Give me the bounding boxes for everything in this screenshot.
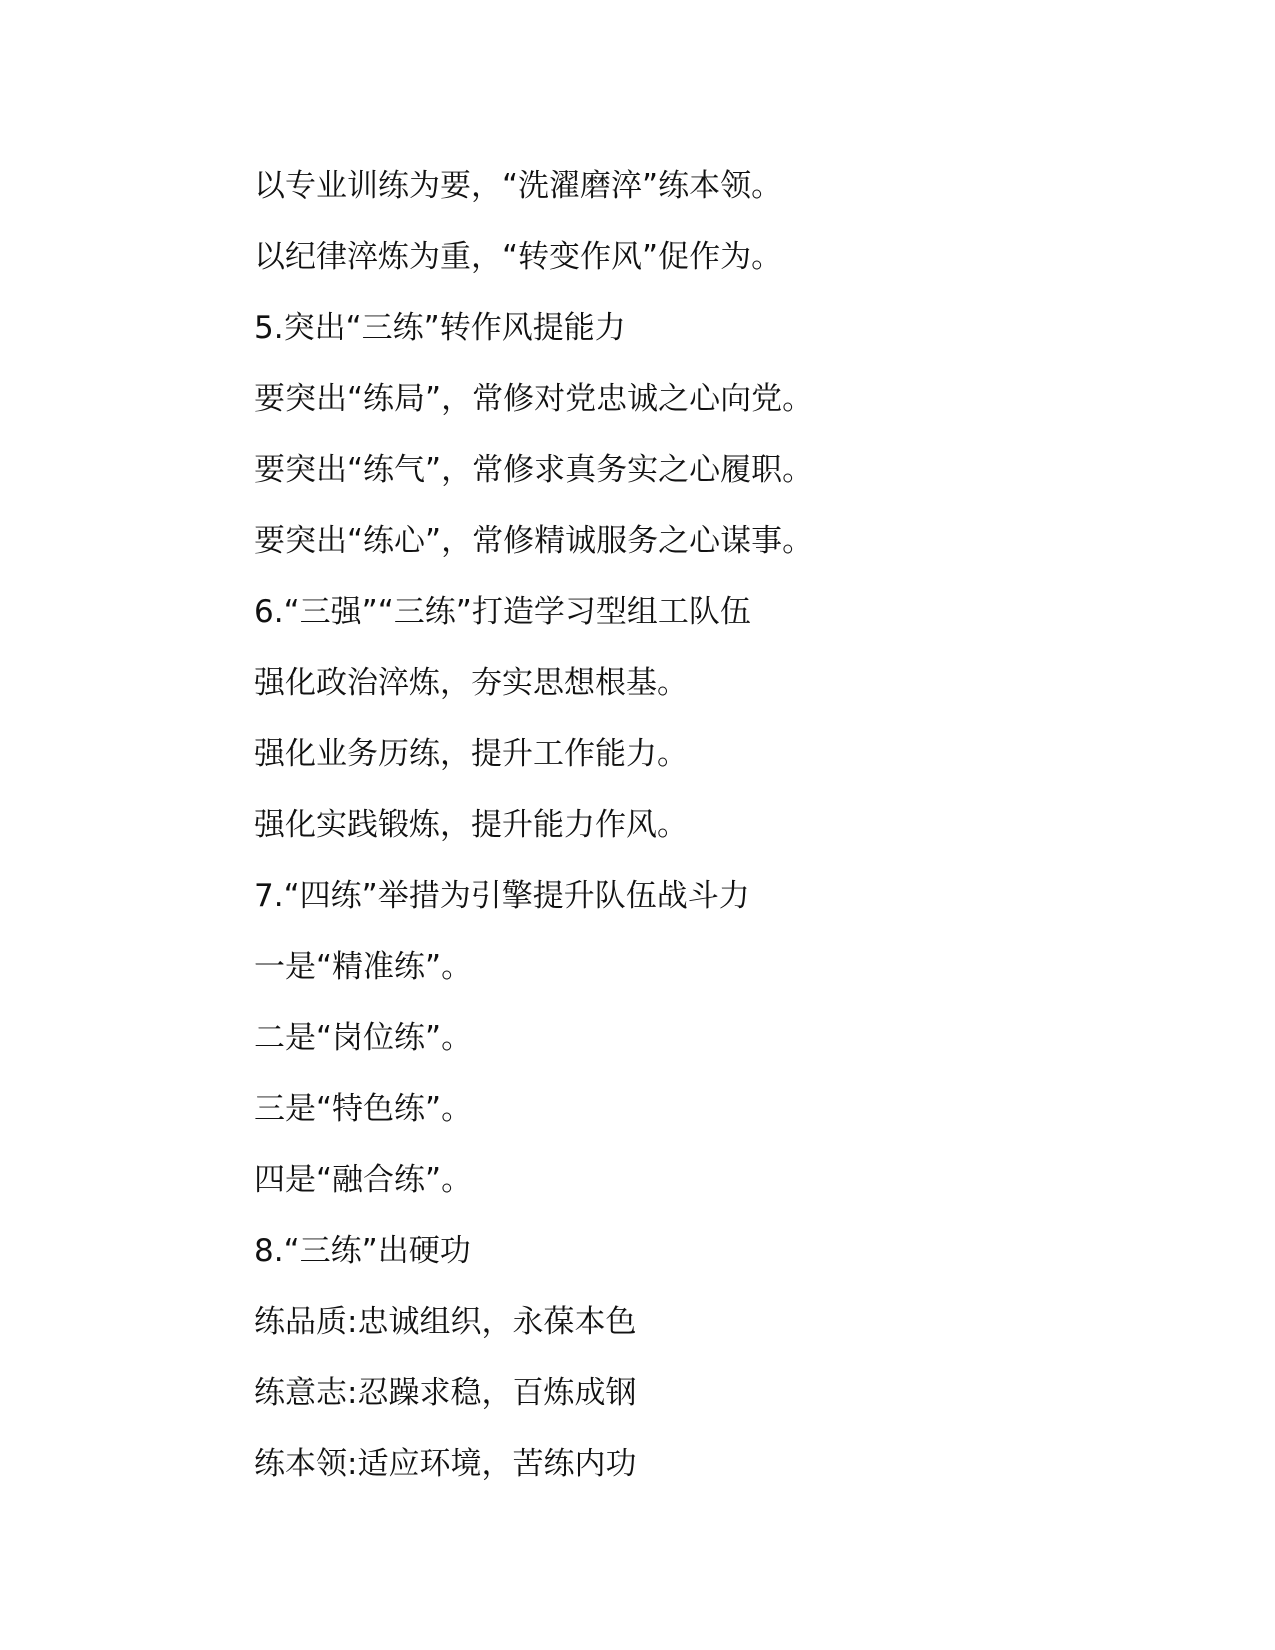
paragraph: 四是“融合练”。: [254, 1162, 473, 1198]
paragraph: 以专业训练为要，“洗濯磨淬”练本领。: [254, 168, 783, 204]
paragraph: 练意志:忍躁求稳，百炼成钢: [254, 1375, 637, 1411]
paragraph: 要突出“练气”，常修求真务实之心履职。: [254, 452, 814, 488]
paragraph: 二是“岗位练”。: [254, 1020, 473, 1056]
paragraph: 以纪律淬炼为重，“转变作风”促作为。: [254, 239, 783, 275]
paragraph: 要突出“练局”，常修对党忠诚之心向党。: [254, 381, 814, 417]
paragraph: 强化政治淬炼，夯实思想根基。: [254, 665, 688, 701]
paragraph: 一是“精准练”。: [254, 949, 473, 985]
paragraph: 练品质:忠诚组织，永葆本色: [254, 1304, 637, 1340]
paragraph: 强化业务历练，提升工作能力。: [254, 736, 688, 772]
paragraph: 练本领:适应环境，苦练内功: [254, 1446, 637, 1482]
document-body: [254, 151, 1114, 1500]
section-heading: 5.突出“三练”转作风提能力: [254, 310, 626, 346]
section-heading: 7.“四练”举措为引擎提升队伍战斗力: [254, 878, 750, 914]
paragraph: 强化实践锻炼，提升能力作风。: [254, 807, 688, 843]
section-heading: 6.“三强”“三练”打造学习型组工队伍: [254, 594, 751, 630]
paragraph: 要突出“练心”，常修精诚服务之心谋事。: [254, 523, 814, 559]
section-heading: 8.“三练”出硬功: [254, 1233, 471, 1269]
paragraph: 三是“特色练”。: [254, 1091, 473, 1127]
